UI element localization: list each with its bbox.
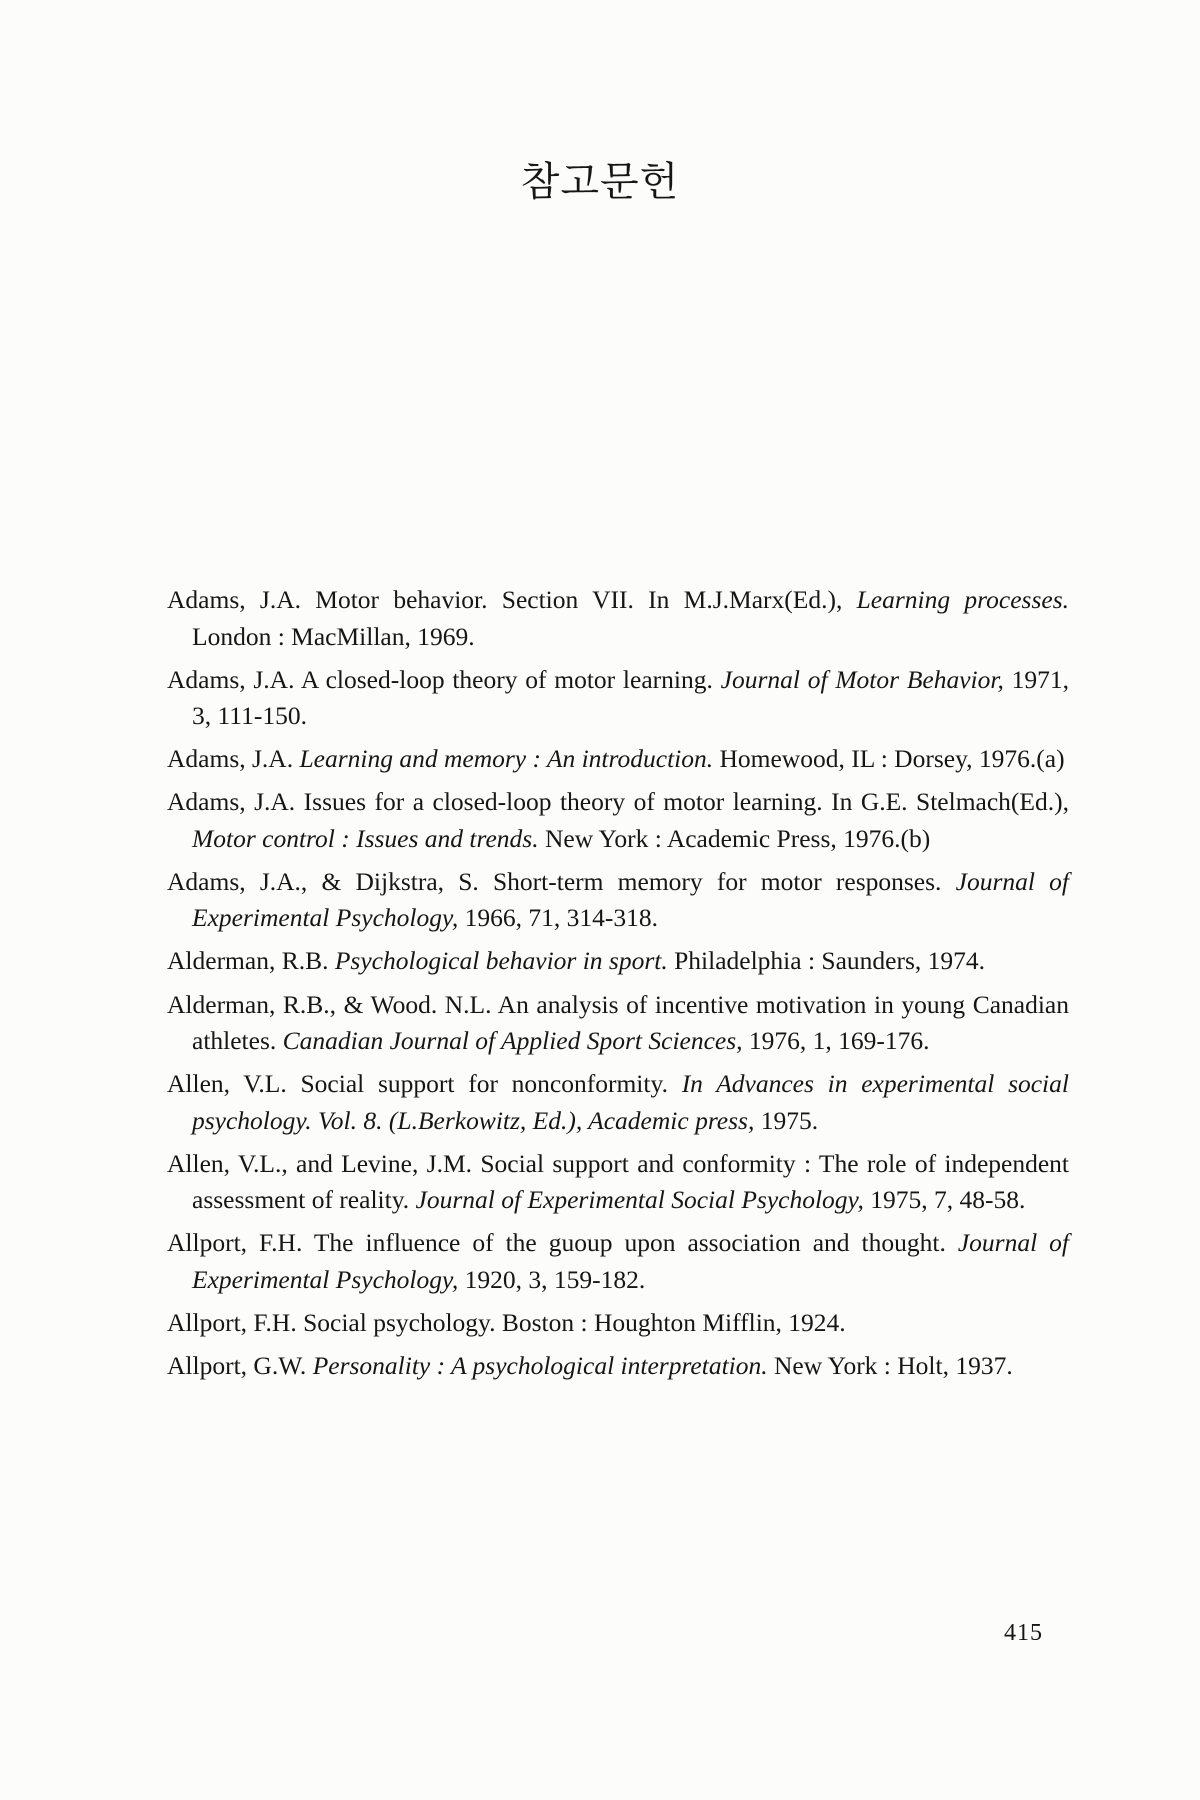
reference-entry xyxy=(167,1225,1069,1298)
reference-entry xyxy=(167,582,1069,655)
reference-text: Adams, J.A. Motor behavior. Section VII. In M.J.Marx(Ed.), xyxy=(167,585,857,614)
reference-title-text: Learning and memory : An introduction. xyxy=(299,744,714,774)
reference-text: Alderman, R.B., & Wood. N.L. An analysis of incentive motivation in young Canadian athletes. xyxy=(167,989,1069,1056)
reference-entry xyxy=(167,1146,1069,1219)
reference-entry xyxy=(167,943,1069,980)
reference-text: 1920, 3, 159-182. xyxy=(458,1264,646,1294)
reference-text: Adams, J.A., & Dijkstra, S. Short-term memory for motor responses. xyxy=(167,866,956,896)
reference-text: 1976, 1, 169-176. xyxy=(742,1026,930,1056)
reference-title-text: Motor control : Issues and trends. xyxy=(192,823,539,853)
page-number: 415 xyxy=(1004,1620,1043,1646)
reference-title-text: In Advances in experimental social psychology. Vol. 8. (L.Berkowitz, Ed.), Academic press, xyxy=(192,1069,1069,1135)
reference-entry xyxy=(167,784,1069,857)
reference-text: 1971, 3, 111-150. xyxy=(192,664,1069,731)
reference-text: Adams, J.A. xyxy=(167,744,300,774)
reference-text: Allen, V.L., and Levine, J.M. Social support and conformity : The role of independent assessment of reality. xyxy=(167,1148,1069,1215)
reference-text: Adams, J.A. Issues for a closed-loop theory of motor learning. In G.E. Stelmach(Ed.), xyxy=(167,787,1069,817)
reference-text: Allen, V.L. Social support for nonconformity. xyxy=(167,1069,682,1099)
reference-title-text: Journal of Motor Behavior, xyxy=(720,664,1004,694)
reference-entry xyxy=(167,987,1069,1060)
reference-title-text: Psychological behavior in sport. xyxy=(334,946,668,976)
reference-title-text: Personality : A psychological interpretation. xyxy=(312,1351,768,1381)
reference-text: Allport, F.H. The influence of the guoup upon association and thought. xyxy=(167,1228,958,1258)
reference-title-text: Learning processes. xyxy=(856,585,1069,614)
reference-text: Philadelphia : Saunders, 1974. xyxy=(667,946,986,976)
reference-text: Allport, G.W. xyxy=(167,1351,313,1381)
reference-entry xyxy=(167,662,1069,735)
reference-text: 1975, 7, 48-58. xyxy=(863,1185,1026,1215)
reference-title-text: Journal of Experimental Social Psychology, xyxy=(415,1185,864,1215)
reference-text: Allport, F.H. Social psychology. Boston : Houghton Mifflin, 1924. xyxy=(167,1307,846,1337)
reference-text: Homewood, IL : Dorsey, 1976.(a) xyxy=(713,744,1065,774)
reference-text: London : MacMillan, 1969. xyxy=(192,621,475,651)
reference-entry xyxy=(167,1348,1069,1385)
reference-text: 1966, 71, 314-318. xyxy=(458,903,659,933)
reference-list xyxy=(167,582,1069,1391)
reference-title-text: Canadian Journal of Applied Sport Sciences, xyxy=(282,1026,743,1056)
reference-text: New York : Academic Press, 1976.(b) xyxy=(538,823,931,853)
reference-text: 1975. xyxy=(754,1105,819,1135)
reference-text: Adams, J.A. A closed-loop theory of motor learning. xyxy=(167,664,721,694)
reference-text: New York : Holt, 1937. xyxy=(767,1351,1013,1381)
reference-entry xyxy=(167,1305,1069,1342)
reference-entry xyxy=(167,741,1069,778)
page-title: 참고문헌 xyxy=(520,159,680,205)
reference-entry xyxy=(167,1066,1069,1139)
reference-title-text: Journal of Experimental Psychology, xyxy=(192,866,1069,933)
reference-entry xyxy=(167,864,1069,937)
reference-title-text: Journal of Experimental Psychology, xyxy=(192,1228,1069,1294)
reference-text: Alderman, R.B. xyxy=(167,946,335,976)
